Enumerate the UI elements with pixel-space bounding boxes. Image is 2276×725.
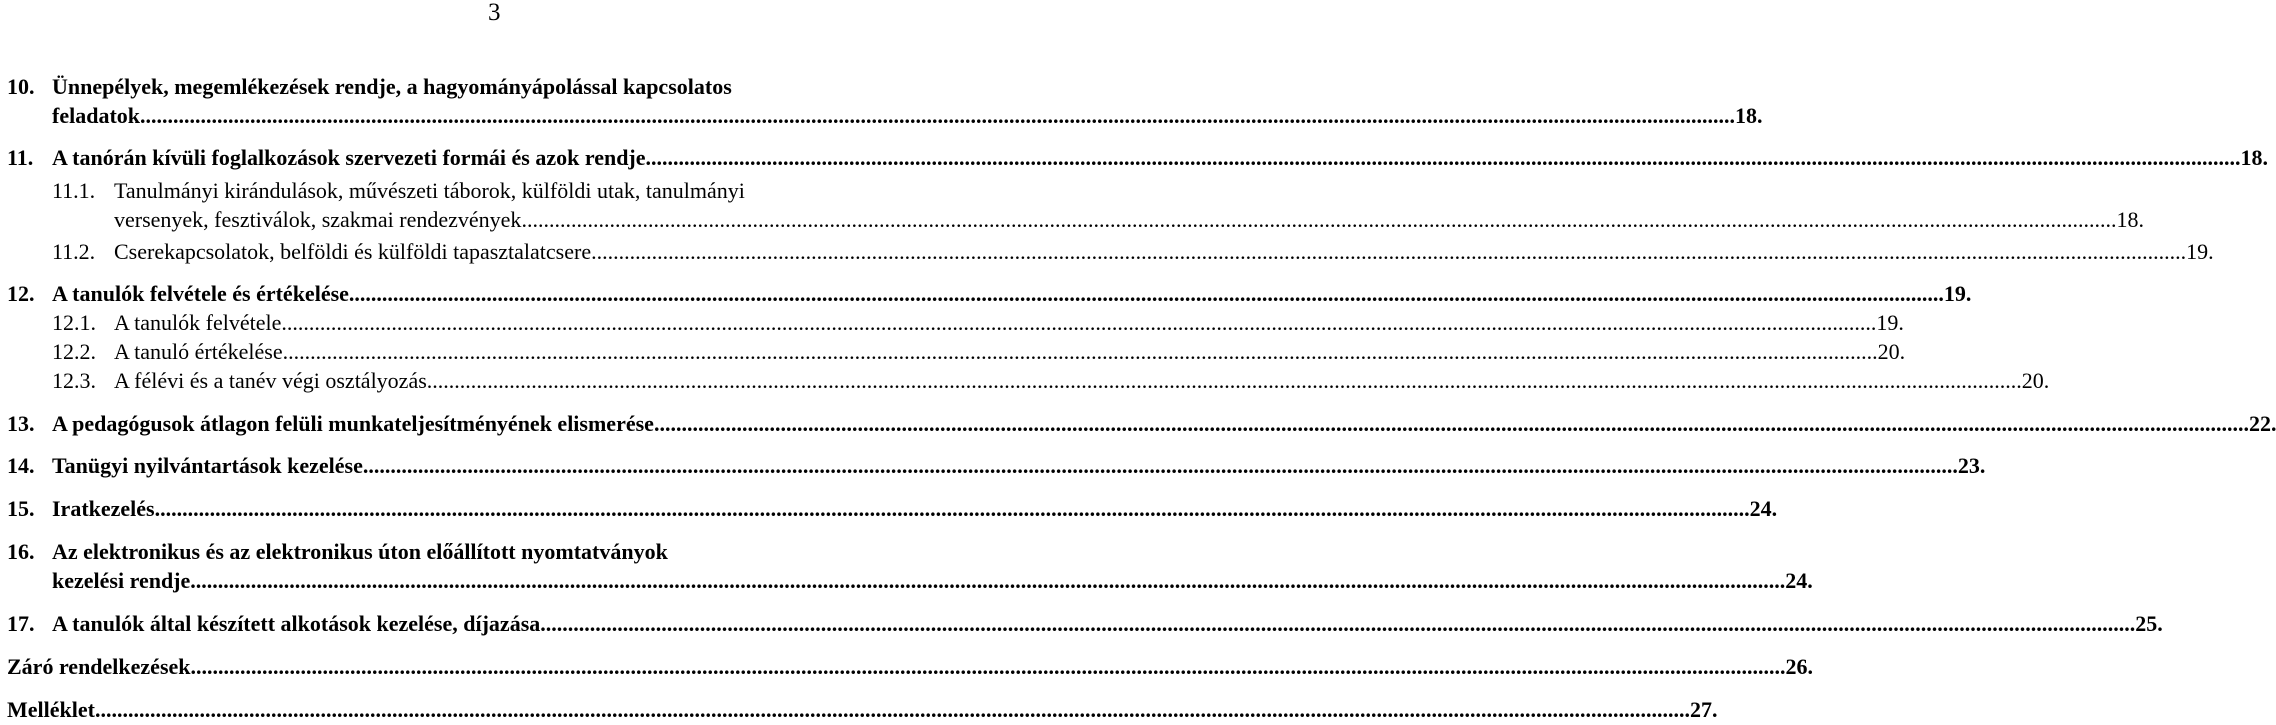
toc-page: 19.: [2186, 239, 2214, 264]
toc-title: Tanügyi nyilvántartások kezelése: [52, 453, 363, 478]
toc-entry-13[interactable]: [0, 409, 2276, 439]
toc-title: A tanórán kívüli foglalkozások szervezeti formái és azok rendje: [52, 145, 646, 170]
toc-number: 17.: [7, 611, 35, 636]
leader-dots: ..................................................................................................................................................................................................................................................................................................: [645, 145, 2241, 170]
toc-page: 24.: [1785, 568, 1813, 593]
toc-entry-16[interactable]: [0, 566, 1813, 596]
toc-title-line1: Az elektronikus és az elektronikus úton előállított nyomtatványok: [52, 539, 668, 564]
toc-page: 19.: [1943, 281, 1972, 306]
toc-entry-10-line1: [0, 72, 960, 102]
toc-number: 12.3.: [52, 368, 96, 393]
toc-title: kezelési rendje: [52, 568, 191, 593]
leader-dots: ..................................................................................................................................................................................................................................................................................................: [521, 207, 2117, 232]
toc-page: 22.: [2248, 411, 2276, 436]
toc-number: 15.: [7, 496, 35, 521]
toc-page: 24.: [1749, 496, 1778, 521]
leader-dots: ..................................................................................................................................................................................................................................................................................................: [190, 654, 1786, 679]
toc-title: A pedagógusok átlagon felüli munkateljesítményének elismerése: [52, 411, 654, 436]
leader-dots: ..................................................................................................................................................................................................................................................................................................: [653, 411, 2249, 436]
toc-entry-11-1[interactable]: [0, 205, 2144, 235]
toc-entry-melleklet[interactable]: [0, 695, 1718, 725]
toc-number: 16.: [7, 539, 35, 564]
toc-entry-zaro-rendelkezesek[interactable]: [0, 652, 1814, 682]
toc-page: 20.: [2021, 368, 2050, 393]
toc-number: 12.: [7, 281, 35, 306]
toc-number: 11.2.: [52, 239, 96, 264]
toc-page: 23.: [1957, 453, 1986, 478]
toc-title: A tanulók felvétele: [114, 310, 282, 335]
toc-number: 14.: [7, 453, 35, 478]
toc-entry-11[interactable]: [0, 143, 2269, 173]
toc-entry-11-2[interactable]: [0, 237, 2214, 267]
toc-title: Melléklet: [7, 697, 95, 722]
toc-entry-12-2[interactable]: [0, 337, 1906, 367]
toc-entry-12-3[interactable]: [0, 366, 2050, 396]
toc-page: 19.: [1876, 310, 1904, 335]
leader-dots: ..................................................................................................................................................................................................................................................................................................: [348, 281, 1944, 306]
toc-number: 12.2.: [52, 339, 96, 364]
toc-title: Iratkezelés: [52, 496, 155, 521]
toc-entry-12-1[interactable]: [0, 308, 1904, 338]
leader-dots: ..................................................................................................................................................................................................................................................................................................: [540, 611, 2136, 636]
toc-title: A tanulók által készített alkotások kezelése, díjazása: [52, 611, 541, 636]
toc-title: A félévi és a tanév végi osztályozás: [114, 368, 427, 393]
page-number: 3: [488, 0, 501, 26]
leader-dots: ..................................................................................................................................................................................................................................................................................................: [282, 339, 1878, 364]
toc-title: A tanulók felvétele és értékelése: [52, 281, 349, 306]
toc-number: 13.: [7, 411, 35, 436]
leader-dots: ..................................................................................................................................................................................................................................................................................................: [140, 103, 1735, 128]
leader-dots: ..................................................................................................................................................................................................................................................................................................: [94, 697, 1690, 722]
toc-page: 18.: [1735, 103, 1763, 128]
toc-entry-11-1-line1: [0, 176, 960, 206]
toc-entry-10[interactable]: [0, 101, 1763, 131]
toc-title-line1: Ünnepélyek, megemlékezések rendje, a hagyományápolással kapcsolatos: [52, 74, 732, 99]
leader-dots: ..................................................................................................................................................................................................................................................................................................: [190, 568, 1786, 593]
toc-title: feladatok: [52, 103, 140, 128]
leader-dots: ..................................................................................................................................................................................................................................................................................................: [362, 453, 1958, 478]
toc-page: 25.: [2135, 611, 2163, 636]
toc-number: 11.: [7, 145, 34, 170]
toc-title: versenyek, fesztiválok, szakmai rendezvények: [114, 207, 522, 232]
toc-entry-15[interactable]: [0, 494, 1778, 524]
leader-dots: ..................................................................................................................................................................................................................................................................................................: [591, 239, 2187, 264]
toc-number: 12.1.: [52, 310, 96, 335]
toc-page: 20.: [1877, 339, 1906, 364]
toc-title: Záró rendelkezések: [7, 654, 191, 679]
leader-dots: ..................................................................................................................................................................................................................................................................................................: [281, 310, 1877, 335]
toc-entry-16-line1: [0, 537, 960, 567]
toc-number: 11.1.: [52, 178, 96, 203]
toc-page: 26.: [1785, 654, 1814, 679]
toc-page: 18.: [2240, 145, 2269, 170]
toc-number: 10.: [7, 74, 35, 99]
toc-page: 18.: [2116, 207, 2144, 232]
toc-title-line1: Tanulmányi kirándulások, művészeti táborok, külföldi utak, tanulmányi: [114, 178, 745, 203]
toc-title: Cserekapcsolatok, belföldi és külföldi tapasztalatcsere: [114, 239, 592, 264]
toc-entry-17[interactable]: [0, 609, 2163, 639]
leader-dots: ..................................................................................................................................................................................................................................................................................................: [426, 368, 2022, 393]
toc-page: 27.: [1689, 697, 1718, 722]
leader-dots: ..................................................................................................................................................................................................................................................................................................: [154, 496, 1750, 521]
toc-title: A tanuló értékelése: [114, 339, 283, 364]
toc-entry-12[interactable]: [0, 279, 1972, 309]
toc-entry-14[interactable]: [0, 451, 1986, 481]
